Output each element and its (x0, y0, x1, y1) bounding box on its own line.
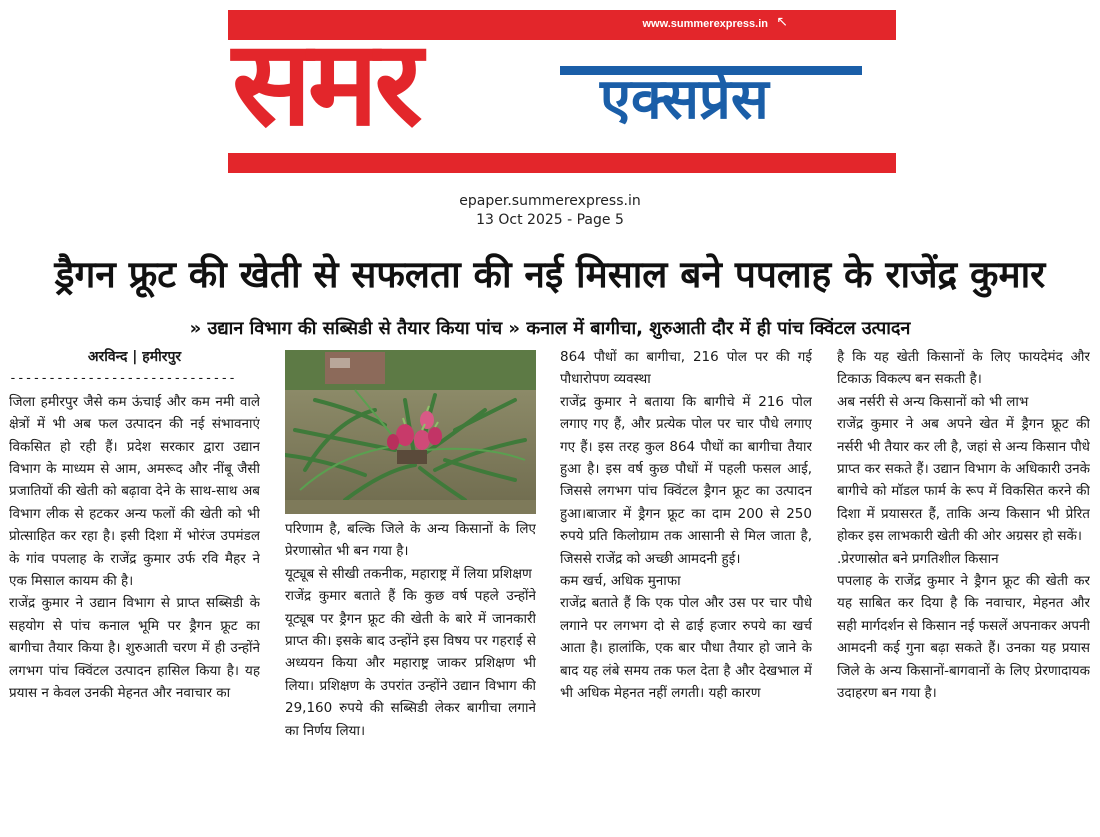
article-column-2 (285, 518, 536, 830)
paragraph: राजेंद्र बताते हैं कि एक पोल और उस पर चार पौधे लगाने पर लगभग दो से ढाई हजार रुपये का खर्च आता है। हालांकि, एक बार पौधा तैयार हो जाने के बाद यह लंबे समय तक फल देता है और देखभाल में भी अधिक मेहनत नहीं लगती। यही कारण (560, 595, 812, 702)
paragraph: है कि यह खेती किसानों के लिए फायदेमंद और टिकाऊ विकल्प बन सकती है। (837, 349, 1090, 388)
paragraph: परिणाम है, बल्कि जिले के अन्य किसानों के लिए प्रेरणास्रोत भी बन गया है। (285, 521, 536, 560)
section-heading: 864 पौधों का बागीचा, 216 पोल पर की गई पौधारोपण व्यवस्था (560, 349, 812, 388)
cursor-arrow-icon: ↖ (776, 14, 788, 30)
paragraph: राजेंद्र कुमार ने अब अपने खेत में ड्रैगन फ्रूट की नर्सरी भी तैयार कर ली है, जहां से अन्य किसान पौधे प्राप्त कर सकते हैं। उद्यान विभाग के अधिकारी उनके बागीचे को मॉडल फार्म के रूप में विकसित करने की दिशा में प्रयासरत हैं, ताकि अन्य किसान भी प्रेरित होकर इस लाभकारी खेती की ओर अग्रसर हो सकें। (837, 416, 1090, 545)
paragraph: राजेंद्र कुमार बताते हैं कि कुछ वर्ष पहले उन्होंने यूट्यूब पर ड्रैगन फ्रूट की खेती के बारे में जानकारी प्राप्त की। इसके बाद उन्होंने इस विषय पर गहराई से अध्ययन किया और महाराष्ट्र जाकर प्रशिक्षण भी लिया। प्रशिक्षण के उपरांत उन्होंने उद्यान विभाग की 29,160 रुपये की सब्सिडी लेकर बागीचा लगाने का निर्णय लिया। (285, 588, 536, 739)
masthead-subtitle: एक्सप्रेस (600, 67, 769, 132)
article-headline: ड्रैगन फ्रूट की खेती से सफलता की नई मिसाल बने पपलाह के राजेंद्र कुमार (54, 253, 1046, 296)
article-subheadline: » उद्यान विभाग की सब्सिडी से तैयार किया पांच » कनाल में बागीचा, शुरुआती दौर में ही पांच क्विंटल उत्पादन (189, 318, 911, 339)
paragraph: जिला हमीरपुर जैसे कम ऊंचाई और कम नमी वाले क्षेत्रों में भी अब फल उत्पादन की नई संभावनाएं विकसित हो रही हैं। प्रदेश सरकार द्वारा उद्यान विभाग के माध्यम से आम, अमरूद और नींबू जैसी प्रजातियों की खेती को बढ़ावा देने के साथ-साथ अब विभाग लीक से हटकर अन्य फलों की खेती को भी प्रोत्साहित कर रहा है। इसी दिशा में भोरंज उपमंडल के गांव पपलाह के राजेंद्र कुमार उर्फ रवि मैहर ने एक मिसाल कायम की है। (9, 393, 260, 590)
byline: अरविन्द | हमीरपुर (87, 349, 182, 365)
edition-date-page: 13 Oct 2025 - Page 5 (476, 212, 624, 228)
masthead-bottom-bar (228, 153, 896, 173)
section-heading: यूट्यूब से सीखी तकनीक, महाराष्ट्र में लिया प्रशिक्षण (285, 565, 532, 582)
paragraph: राजेंद्र कुमार ने बताया कि बागीचे में 216 पोल लगाए गए हैं, और प्रत्येक पोल पर चार पौधे लगाए गए हैं। इस तरह कुल 864 पौधों का बागीचा तैयार हुआ है। इस वर्ष कुछ पौधों में पहली फसल आई, जिससे लगभग पांच क्विंटल ड्रैगन फ्रूट का उत्पादन हुआ।बाजार में ड्रैगन फ्रूट का दाम 200 से 250 रुपये प्रति किलोग्राम तक आसानी से मिल जाता है, जिससे राजेंद्र को अच्छी आमदनी हुई। (560, 393, 812, 567)
masthead-title: समर (232, 14, 419, 152)
masthead-website: www.summerexpress.in (642, 18, 768, 30)
article-column-4 (837, 346, 1090, 830)
dragon-fruit-photo (285, 350, 536, 514)
section-heading: अब नर्सरी से अन्य किसानों को भी लाभ (837, 393, 1029, 410)
section-heading: कम खर्च, अधिक मुनाफा (560, 573, 681, 590)
paragraph: राजेंद्र कुमार ने उद्यान विभाग से प्राप्त सब्सिडी के सहयोग से पांच कनाल भूमि पर ड्रैगन फ्रूट का बागीचा तैयार किया है। शुरुआती चरण में ही उन्होंने लगभग पांच क्विंटल उत्पादन हासिल किया है। यह प्रयास न केवल उनकी मेहनत और नवाचार का (9, 595, 260, 702)
article-column-3 (560, 346, 812, 830)
paragraph: पपलाह के राजेंद्र कुमार ने ड्रैगन फ्रूट की खेती कर यह साबित कर दिया है कि नवाचार, मेहनत और सही मार्गदर्शन से किसान नई फसलें अपनाकर अपनी आमदनी कई गुना बढ़ा सकते हैं। उनका यह प्रयास जिले के अन्य किसानों-बागवानों के लिए प्रेरणादायक उदाहरण बन गया है। (837, 573, 1090, 702)
edition-site: epaper.summerexpress.in (459, 193, 641, 209)
article-column-1 (9, 346, 260, 830)
masthead-logo (228, 10, 896, 174)
section-heading: .प्रेरणास्रोत बने प्रगतिशील किसान (837, 550, 999, 567)
byline-divider: ----------------------------- (9, 371, 236, 387)
